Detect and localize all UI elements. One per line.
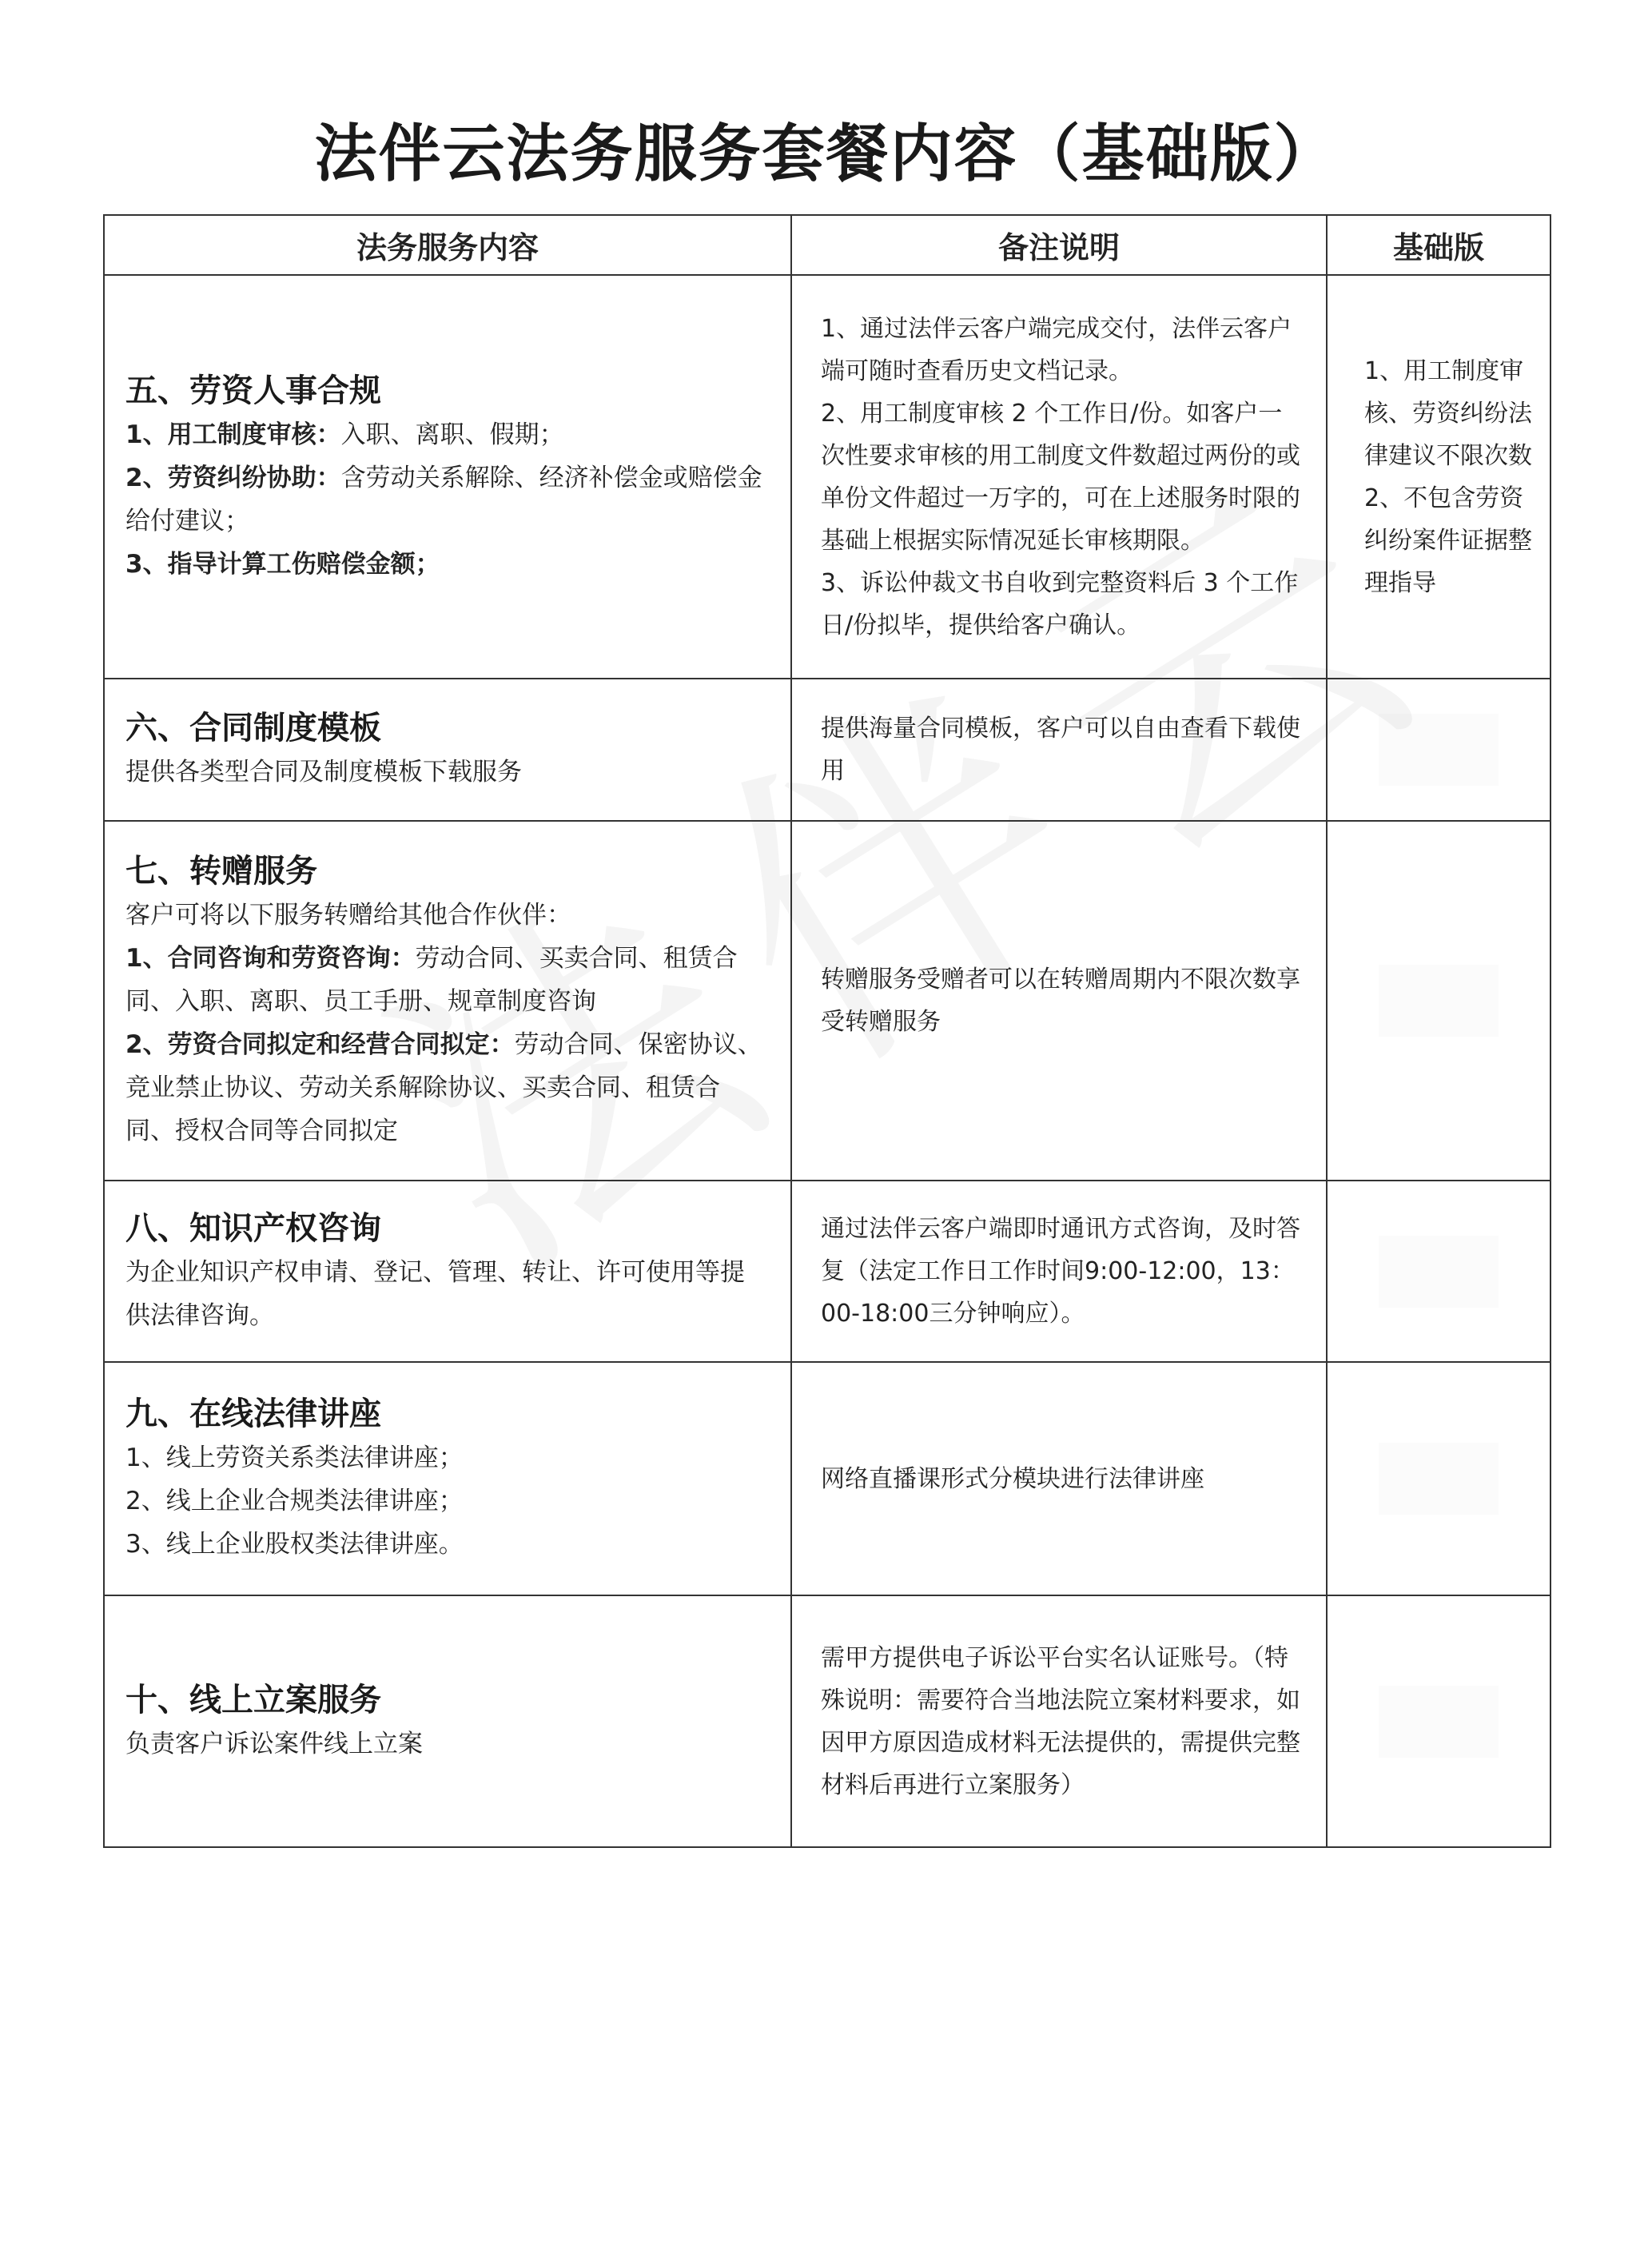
- service-content-cell: [104, 821, 791, 1181]
- basic-edition-line: 1、用工制度审核、劳资纠纷法律建议不限次数: [1364, 356, 1532, 470]
- remark-line: 通过法伴云客户端即时通讯方式咨询，及时答复（法定工作日工作时间9:00-12:00，13：00-18:00三分钟响应）。: [821, 1215, 1300, 1328]
- column-header-basic-edition: 基础版: [1327, 215, 1550, 275]
- table-row: [104, 275, 1550, 679]
- service-item: 2、劳资纠纷协助：含劳动关系解除、经济补偿金或赔偿金给付建议；: [125, 463, 762, 536]
- service-item: 1、线上劳资关系类法律讲座；: [125, 1444, 464, 1472]
- basic-edition-cell: [1327, 1181, 1550, 1362]
- section-title: 十、线上立案服务: [125, 1681, 381, 1718]
- remark-line: 3、诉讼仲裁文书自收到完整资料后 3 个工作日/份拟毕，提供给客户确认。: [821, 568, 1299, 639]
- service-item: 3、线上企业股权类法律讲座。: [125, 1530, 464, 1559]
- basic-edition-mark: [1379, 1236, 1499, 1308]
- service-content-cell: [104, 1181, 791, 1362]
- remarks-cell: [791, 275, 1327, 679]
- basic-edition-line: 2、不包含劳资纠纷案件证据整理指导: [1364, 484, 1532, 597]
- table-header-row: [104, 215, 1550, 275]
- basic-edition-cell: [1327, 821, 1550, 1181]
- section-title: 五、劳资人事合规: [125, 372, 381, 409]
- service-item: 提供各类型合同及制度模板下载服务: [125, 758, 522, 786]
- service-content-cell: [104, 1362, 791, 1595]
- remark-line: 网络直播课形式分模块进行法律讲座: [821, 1464, 1204, 1493]
- remark-line: 提供海量合同模板，客户可以自由查看下载使用: [821, 715, 1300, 785]
- basic-edition-cell: [1327, 275, 1550, 679]
- service-item: 3、指导计算工伤赔偿金额；: [125, 549, 440, 579]
- remark-line: 需甲方提供电子诉讼平台实名认证账号。（特殊说明：需要符合当地法院立案材料要求，如因甲方原因造成材料无法提供的，需提供完整材料后再进行立案服务）: [821, 1643, 1300, 1799]
- service-item: 2、线上企业合规类法律讲座；: [125, 1487, 464, 1515]
- service-item: 负责客户诉讼案件线上立案: [125, 1729, 423, 1758]
- remarks-cell: [791, 679, 1327, 821]
- service-item: 客户可将以下服务转赠给其他合作伙伴：: [125, 901, 571, 930]
- basic-edition-cell: [1327, 679, 1550, 821]
- table-row: [104, 1595, 1550, 1847]
- remark-line: 2、用工制度审核 2 个工作日/份。如客户一次性要求审核的用工制度文件数超过两份的或单份文件超过一万字的，可在上述服务时限的基础上根据实际情况延长审核期限。: [821, 399, 1300, 555]
- basic-edition-mark: [1379, 1443, 1499, 1515]
- service-content-cell: [104, 1595, 791, 1847]
- table-row: [104, 1181, 1550, 1362]
- section-title: 六、合同制度模板: [125, 710, 381, 747]
- service-item: 2、劳资合同拟定和经营合同拟定：劳动合同、保密协议、竞业禁止协议、劳动关系解除协议、买卖合同、租赁合同、授权合同等合同拟定: [125, 1030, 762, 1145]
- basic-edition-mark: [1379, 1686, 1499, 1758]
- section-title: 七、转赠服务: [125, 853, 317, 890]
- table-row: [104, 1362, 1550, 1595]
- section-title: 九、在线法律讲座: [125, 1396, 381, 1432]
- service-item: 为企业知识产权申请、登记、管理、转让、许可使用等提供法律咨询。: [125, 1257, 745, 1330]
- basic-edition-cell: [1327, 1595, 1550, 1847]
- column-header-service-content: 法务服务内容: [104, 215, 791, 275]
- service-content-cell: [104, 275, 791, 679]
- table-row: [104, 679, 1550, 821]
- page-title: 法伴云法务服务套餐内容（基础版）: [314, 118, 1338, 190]
- basic-edition-mark: [1379, 965, 1499, 1037]
- service-content-cell: [104, 679, 791, 821]
- table-row: [104, 821, 1550, 1181]
- basic-edition-mark: [1379, 714, 1499, 786]
- service-package-table: [103, 214, 1551, 1848]
- basic-edition-cell: [1327, 1362, 1550, 1595]
- column-header-remarks: 备注说明: [791, 215, 1327, 275]
- remark-line: 1、通过法伴云客户端完成交付，法伴云客户端可随时查看历史文档记录。: [821, 314, 1292, 385]
- remarks-cell: [791, 1595, 1327, 1847]
- remark-line: 转赠服务受赠者可以在转赠周期内不限次数享受转赠服务: [821, 966, 1300, 1036]
- remarks-cell: [791, 1181, 1327, 1362]
- remarks-cell: [791, 821, 1327, 1181]
- section-title: 八、知识产权咨询: [125, 1209, 381, 1247]
- service-item: 1、用工制度审核：入职、离职、假期；: [125, 420, 564, 449]
- service-item: 1、合同咨询和劳资咨询：劳动合同、买卖合同、租赁合同、入职、离职、员工手册、规章制度咨询: [125, 944, 738, 1016]
- remarks-cell: [791, 1362, 1327, 1595]
